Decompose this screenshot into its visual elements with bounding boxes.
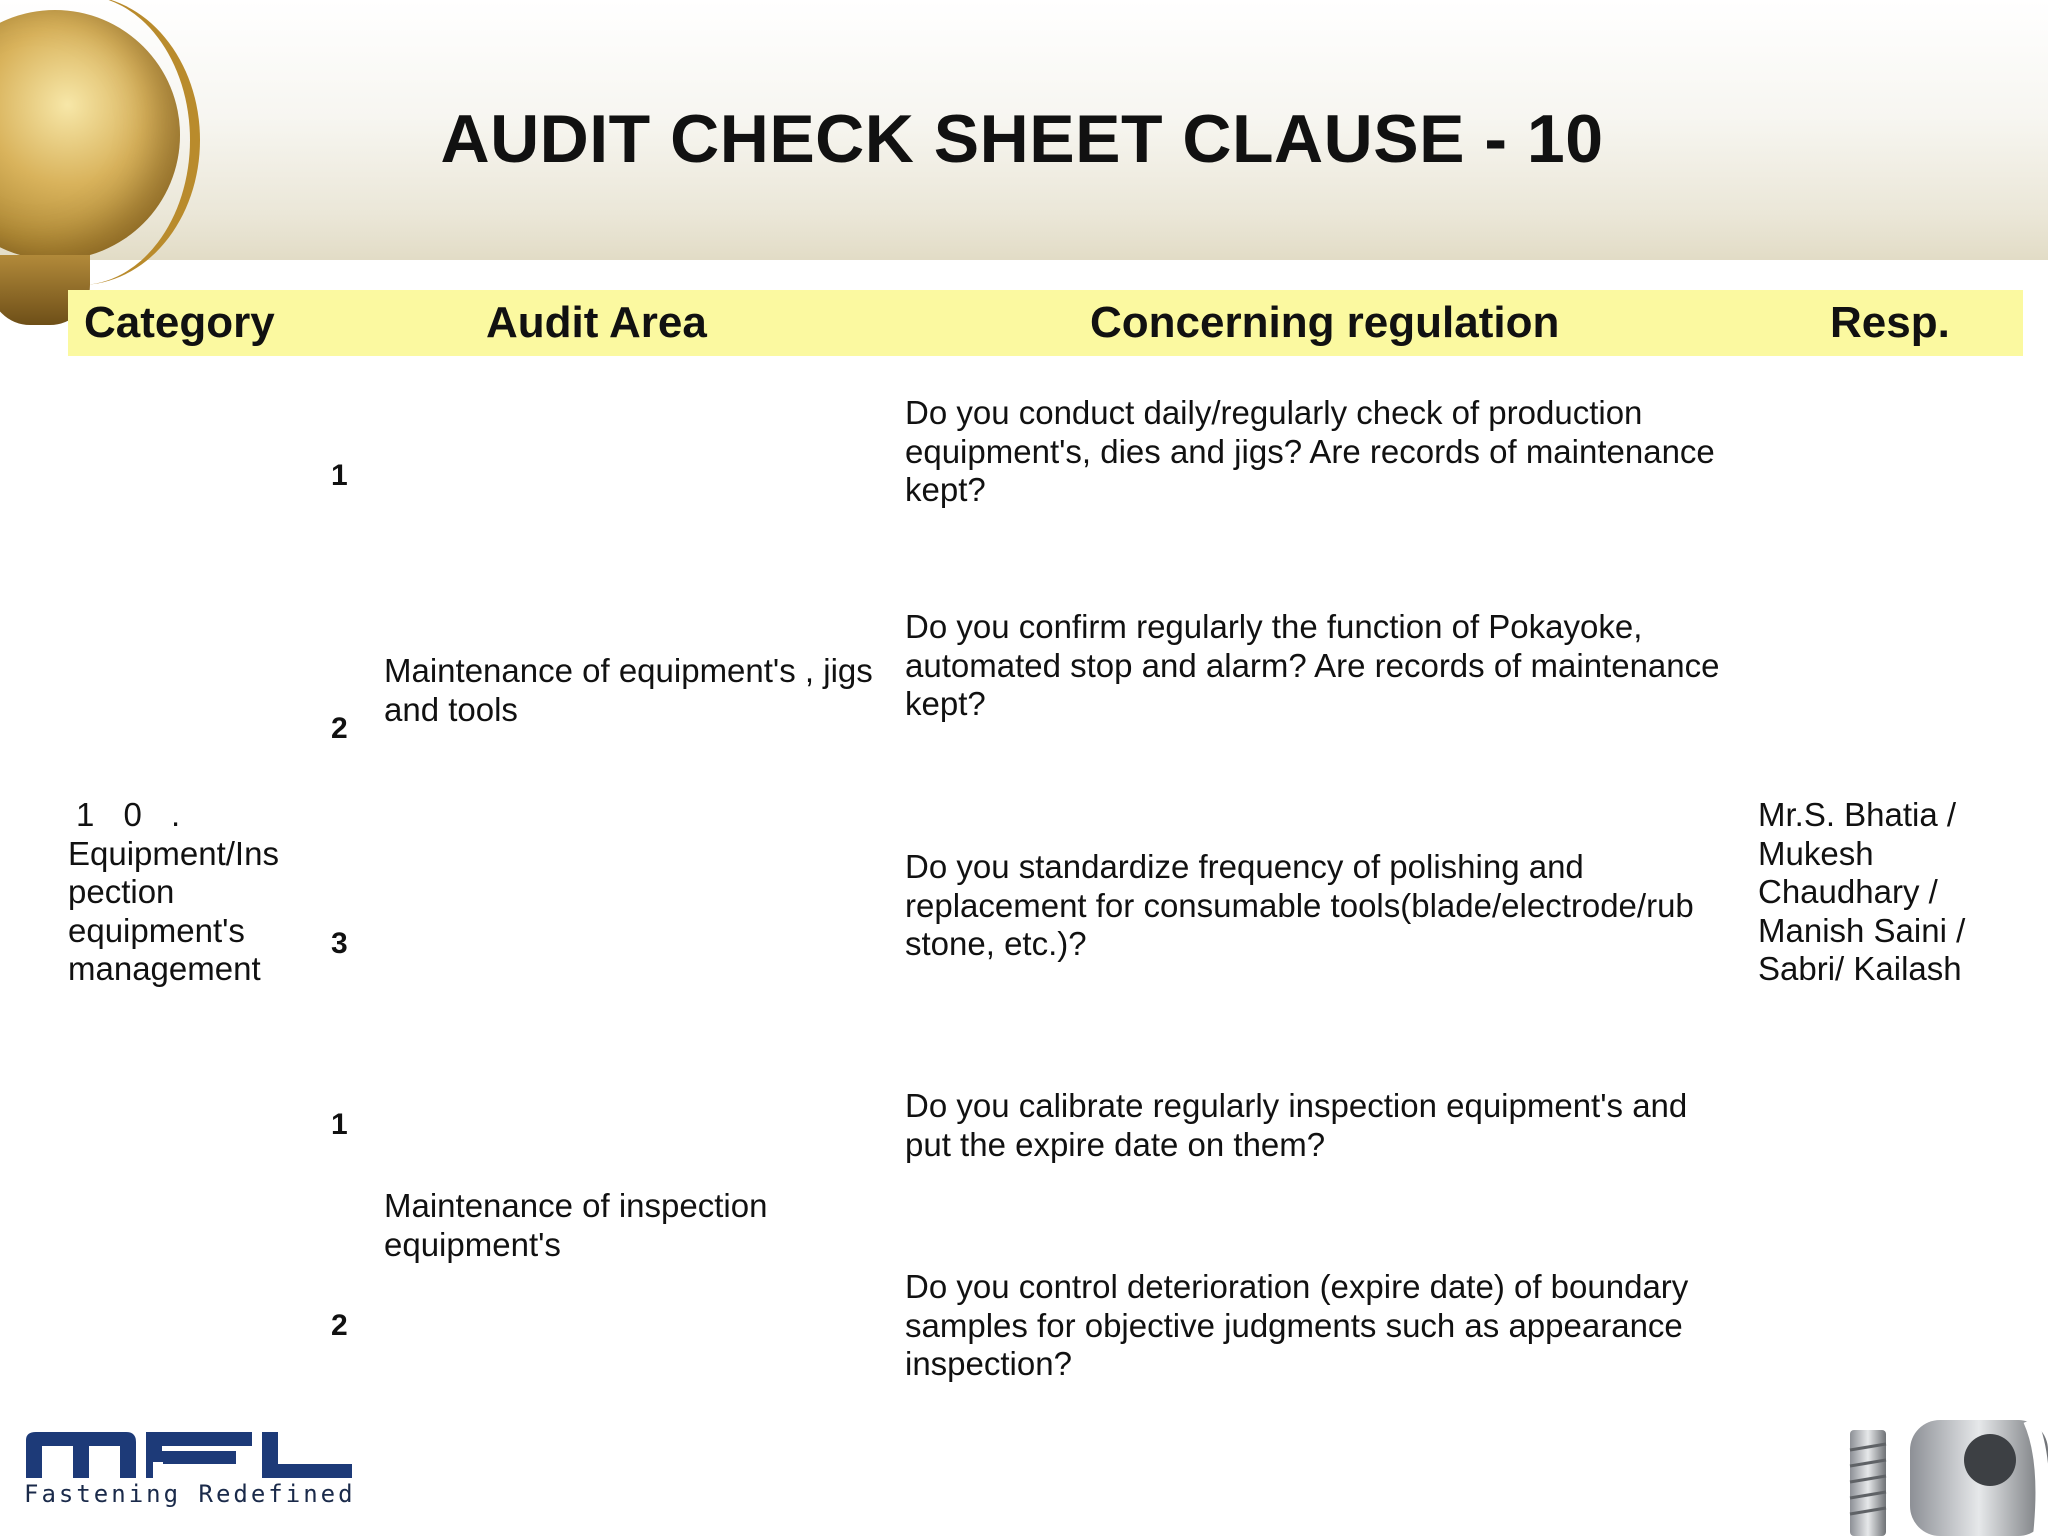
audit-area-cell: Maintenance of inspection equipment's: [384, 1187, 768, 1263]
col-header-regulation: Concerning regulation: [1090, 298, 1560, 347]
logo-tagline: Fastening Redefined: [24, 1480, 356, 1508]
item-number: 3: [331, 927, 348, 960]
col-header-category: Category: [84, 298, 275, 347]
col-header-audit-area: Audit Area: [486, 298, 707, 347]
item-number: 1: [331, 459, 348, 492]
item-number: 1: [331, 1108, 348, 1141]
regulation-cell: Do you calibrate regularly inspection equipment's and put the expire date on them?: [905, 1087, 1688, 1163]
regulation-cell: Do you control deterioration (expire date) of boundary samples for objective judgments such as appearance inspection?: [905, 1268, 1689, 1382]
item-number: 2: [331, 712, 348, 745]
category-cell: 1 0 . Equipment/Ins pection equipment's management: [68, 796, 279, 987]
regulation-cell: Do you standardize frequency of polishing and replacement for consumable tools(blade/electrode/rub stone, etc.)?: [905, 848, 1694, 962]
regulation-cell: Do you confirm regularly the function of Pokayoke, automated stop and alarm? Are records of maintenance kept?: [905, 608, 1720, 722]
item-number: 2: [331, 1309, 348, 1342]
audit-area-cell: Maintenance of equipment's , jigs and tools: [384, 652, 873, 728]
regulation-cell: Do you conduct daily/regularly check of production equipment's, dies and jigs? Are records of maintenance kept?: [905, 394, 1715, 508]
resp-cell: Mr.S. Bhatia / Mukesh Chaudhary / Manish Saini / Sabri/ Kailash: [1758, 796, 1966, 987]
col-header-resp: Resp.: [1830, 298, 1950, 347]
bolt-icon: [1840, 1420, 2048, 1536]
page-title: AUDIT CHECK SHEET CLAUSE - 10: [440, 101, 1604, 177]
table-header: [68, 290, 2023, 356]
